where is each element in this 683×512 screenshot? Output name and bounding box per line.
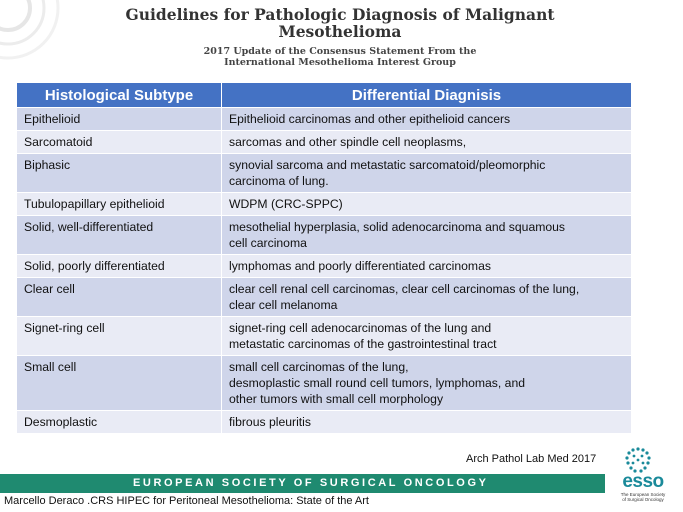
diagnosis-cell bbox=[222, 131, 632, 154]
subtype-cell: Clear cell bbox=[17, 278, 222, 317]
citation-text: Arch Pathol Lab Med 2017 bbox=[466, 453, 597, 465]
diagnosis-cell bbox=[222, 317, 632, 356]
diagnosis-line: small cell carcinomas of the lung, bbox=[229, 360, 409, 374]
diagnosis-line: signet-ring cell adenocarcinomas of the lung and bbox=[229, 321, 492, 335]
diagnosis-line: WDPM (CRC-SPPC) bbox=[229, 197, 343, 211]
differential-diagnosis-table bbox=[16, 82, 632, 434]
table-row bbox=[17, 193, 632, 216]
tagline-line-2: of Surgical Oncology bbox=[622, 497, 664, 502]
slide-subtitle bbox=[70, 46, 610, 68]
diagnosis-line: carcinoma of lung. bbox=[229, 174, 329, 188]
banner-text: EUROPEAN SOCIETY OF SURGICAL ONCOLOGY bbox=[133, 477, 489, 489]
table-row bbox=[17, 108, 632, 131]
subtype-cell: Solid, well-differentiated bbox=[17, 216, 222, 255]
diagnosis-line: desmoplastic small round cell tumors, lymphomas, and bbox=[229, 376, 526, 390]
table-row bbox=[17, 216, 632, 255]
header-histological-subtype: Histological Subtype bbox=[17, 83, 222, 108]
diagnosis-line: other tumors with small cell morphology bbox=[229, 392, 444, 406]
diagnosis-cell bbox=[222, 255, 632, 278]
table-row bbox=[17, 317, 632, 356]
subtype-cell: Solid, poorly differentiated bbox=[17, 255, 222, 278]
tagline-line-1: The European Society bbox=[620, 492, 666, 497]
subtitle-line-2: International Mesothelioma Interest Group bbox=[224, 57, 456, 68]
diagnosis-line: lymphomas and poorly differentiated carcinomas bbox=[229, 259, 491, 273]
diagnosis-line: Epithelioid carcinomas and other epithelioid cancers bbox=[229, 112, 511, 126]
diagnosis-line: fibrous pleuritis bbox=[229, 415, 311, 429]
subtype-cell: Desmoplastic bbox=[17, 411, 222, 434]
diagnosis-line: sarcomas and other spindle cell neoplasms, bbox=[229, 135, 467, 149]
subtype-cell: Sarcomatoid bbox=[17, 131, 222, 154]
header-differential-diagnosis: Differential Diagnisis bbox=[222, 83, 632, 108]
diagnosis-line: metastatic carcinomas of the gastrointestinal tract bbox=[229, 337, 497, 351]
diagnosis-line: synovial sarcoma and metastatic sarcomatoid/pleomorphic bbox=[229, 158, 546, 172]
diagnosis-cell bbox=[222, 216, 632, 255]
diagnosis-line: clear cell renal cell carcinomas, clear cell carcinomas of the lung, bbox=[229, 282, 580, 296]
diagnosis-cell bbox=[222, 108, 632, 131]
esso-logo-tagline bbox=[614, 492, 672, 502]
subtype-cell: Biphasic bbox=[17, 154, 222, 193]
diagnosis-cell bbox=[222, 193, 632, 216]
diagnosis-line: clear cell melanoma bbox=[229, 298, 338, 312]
table-row bbox=[17, 411, 632, 434]
title-line-1: Guidelines for Pathologic Diagnosis of Malignant bbox=[125, 5, 555, 24]
subtype-cell: Signet-ring cell bbox=[17, 317, 222, 356]
title-line-2: Mesothelioma bbox=[278, 22, 402, 41]
subtitle-line-1: 2017 Update of the Consensus Statement From the bbox=[203, 46, 477, 57]
table-row bbox=[17, 278, 632, 317]
diagnosis-cell bbox=[222, 411, 632, 434]
table-header-row bbox=[17, 83, 632, 108]
table-row bbox=[17, 154, 632, 193]
table-row bbox=[17, 255, 632, 278]
footer-text: Marcello Deraco .CRS HIPEC for Peritoneal Mesothelioma: State of the Art bbox=[4, 495, 369, 507]
corner-decoration bbox=[0, 0, 60, 70]
table-row bbox=[17, 131, 632, 154]
subtype-cell: Small cell bbox=[17, 356, 222, 411]
diagnosis-cell bbox=[222, 154, 632, 193]
slide-title bbox=[70, 6, 610, 40]
diagnosis-line: cell carcinoma bbox=[229, 236, 307, 250]
society-banner bbox=[0, 474, 605, 493]
table-row bbox=[17, 356, 632, 411]
diagnosis-cell bbox=[222, 356, 632, 411]
diagnosis-line: mesothelial hyperplasia, solid adenocarcinoma and squamous bbox=[229, 220, 566, 234]
subtype-cell: Epithelioid bbox=[17, 108, 222, 131]
subtype-cell: Tubulopapillary epithelioid bbox=[17, 193, 222, 216]
esso-logo-text: esso bbox=[622, 471, 664, 492]
diagnosis-cell bbox=[222, 278, 632, 317]
